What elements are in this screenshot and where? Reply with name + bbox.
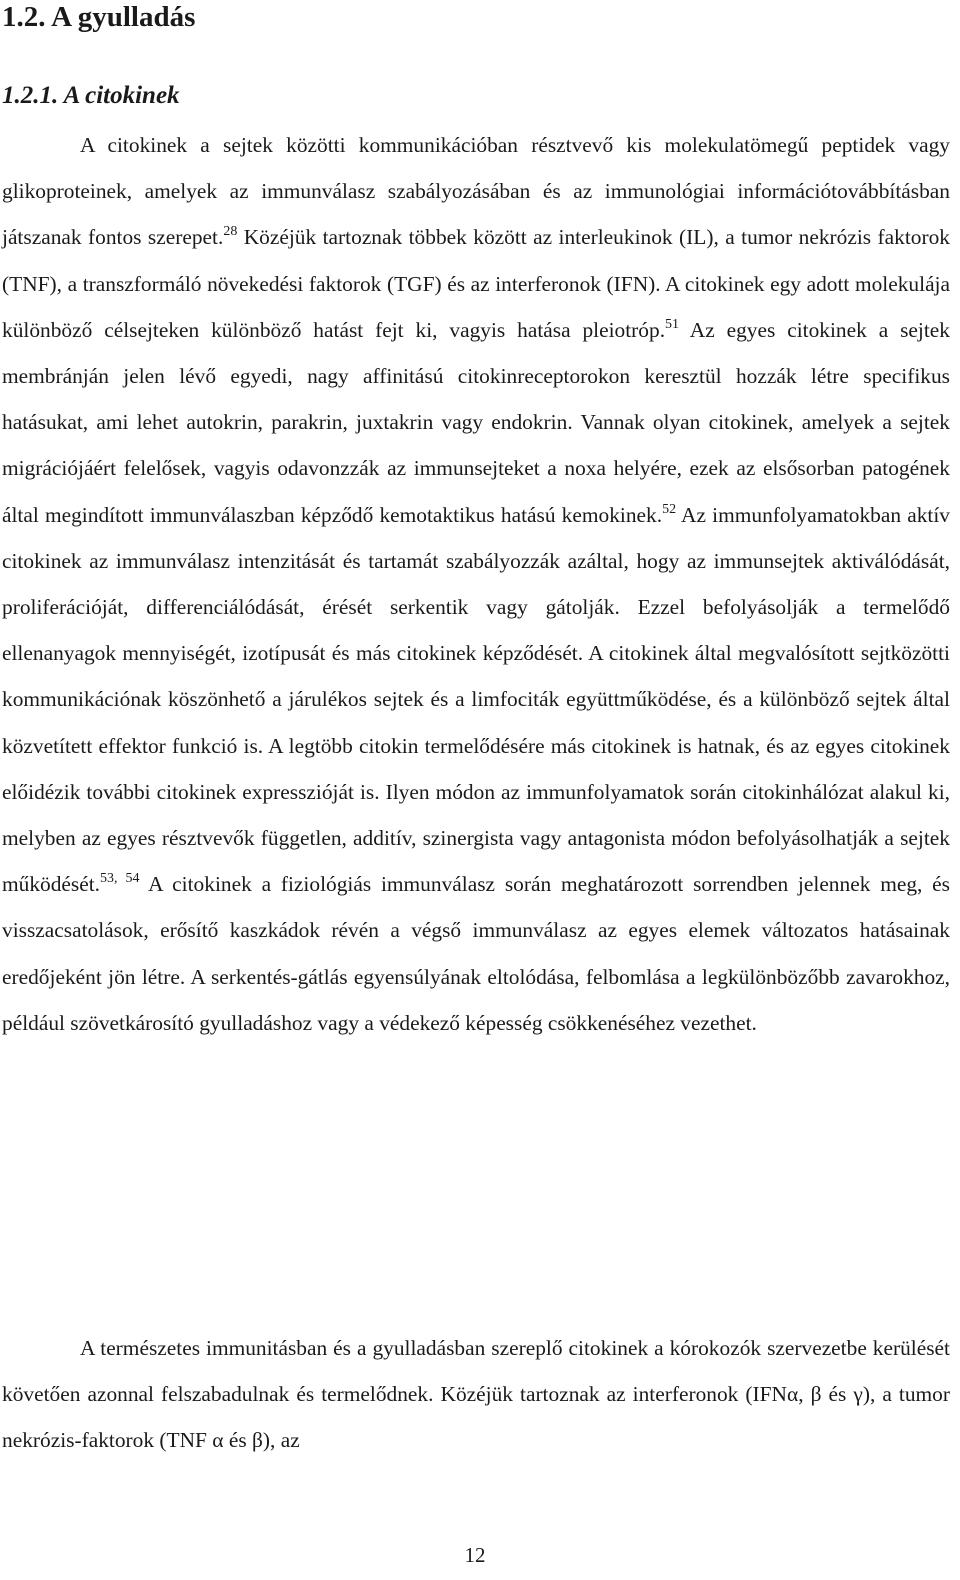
page-number: 12 — [464, 1543, 486, 1567]
text-segment: Az immunfolyamatokban aktív citokinek az immunválasz intenzitását és tartamát szabályozzák azáltal, hogy az immunsejtek aktiválódását, proliferációját, differenciálódását, érését serkentik vagy gátolják. Ezzel befolyásolják a termelődő ellenanyagok mennyiségét, izotípusát és más citokinek képződését. A citokinek által megvalósított sejtközötti kommunikációnak köszönhető a járulékos sejtek és a limfociták együttműködése, és a különböző sejtek által közvetített effektor funkció is. A legtöbb citokin termelődésére más citokinek is hatnak, és az egyes citokinek előidézik további citokinek expresszióját is. Ilyen módon az immunfolyamatok során citokinhálózat alakul ki, melyben az egyes résztvevők független, additív, szinergista vagy antagonista módon befolyásolhatják a sejtek működését. — [2, 502, 950, 897]
citation-51: 51 — [665, 316, 680, 332]
subsection-heading: 1.2.1. A citokinek — [2, 82, 180, 109]
text-segment: Közéjük tartoznak többek között az interleukinok (IL), a tumor nekrózis faktorok (TNF), a transzformáló növekedési faktorok (TGF) és az interferonok (IFN). A citokinek egy adott molekulája különböző célsejteken különböző hatást fejt ki, vagyis hatása pleiotróp. — [2, 225, 950, 342]
citation-53-54: 53, 54 — [100, 871, 140, 887]
text-segment: Az egyes citokinek a sejtek membránján jelen lévő egyedi, nagy affinitású citokinreceptorokon keresztül hozzák létre specifikus hatásukat, ami lehet autokrin, parakrin, juxtakrin vagy endokrin. Vannak olyan citokinek, amelyek a sejtek migrációjáért felelősek, vagyis odavonzzák az immunsejteket a noxa helyére, ezek az elsősorban patogének által megindított immunválaszban képződő kemotaktikus hatású kemokinek. — [2, 317, 950, 527]
text-segment: A citokinek a sejtek közötti kommunikációban résztvevő kis molekulatömegű peptidek vagy glikoproteinek, amelyek az immunválasz szabályozásában és az immunológiai információtovábbításban játszanak fontos szerepet. — [2, 133, 950, 250]
text-segment: A természetes immunitásban és a gyulladásban szereplő citokinek a kórokozók szervezetbe kerülését követően azonnal felszabadulnak és termelődnek. Közéjük tartoznak az interferonok (IFNα, β és γ), a tumor nekrózis-faktorok (TNF α és β), az — [2, 1336, 950, 1453]
citation-28: 28 — [223, 224, 238, 240]
citation-52: 52 — [662, 501, 677, 517]
text-segment: A citokinek a fiziológiás immunválasz során meghatározott sorrendben jelennek meg, és visszacsatolások, erősítő kaszkádok révén a végső immunválasz az egyes elemek változatos hatásainak eredőjeként jön létre. A serkentés-gátlás egyensúlyának eltolódása, felbomlása a legkülönbözőbb zavarokhoz, például szövetkárosító gyulladáshoz vagy a védekező képesség csökkenéséhez vezethet. — [2, 872, 950, 1035]
paragraph-citokinek-intro — [2, 122, 950, 1046]
section-heading: 1.2. A gyulladás — [2, 1, 196, 33]
paragraph-termeszetes-immunitas — [2, 1325, 950, 1464]
